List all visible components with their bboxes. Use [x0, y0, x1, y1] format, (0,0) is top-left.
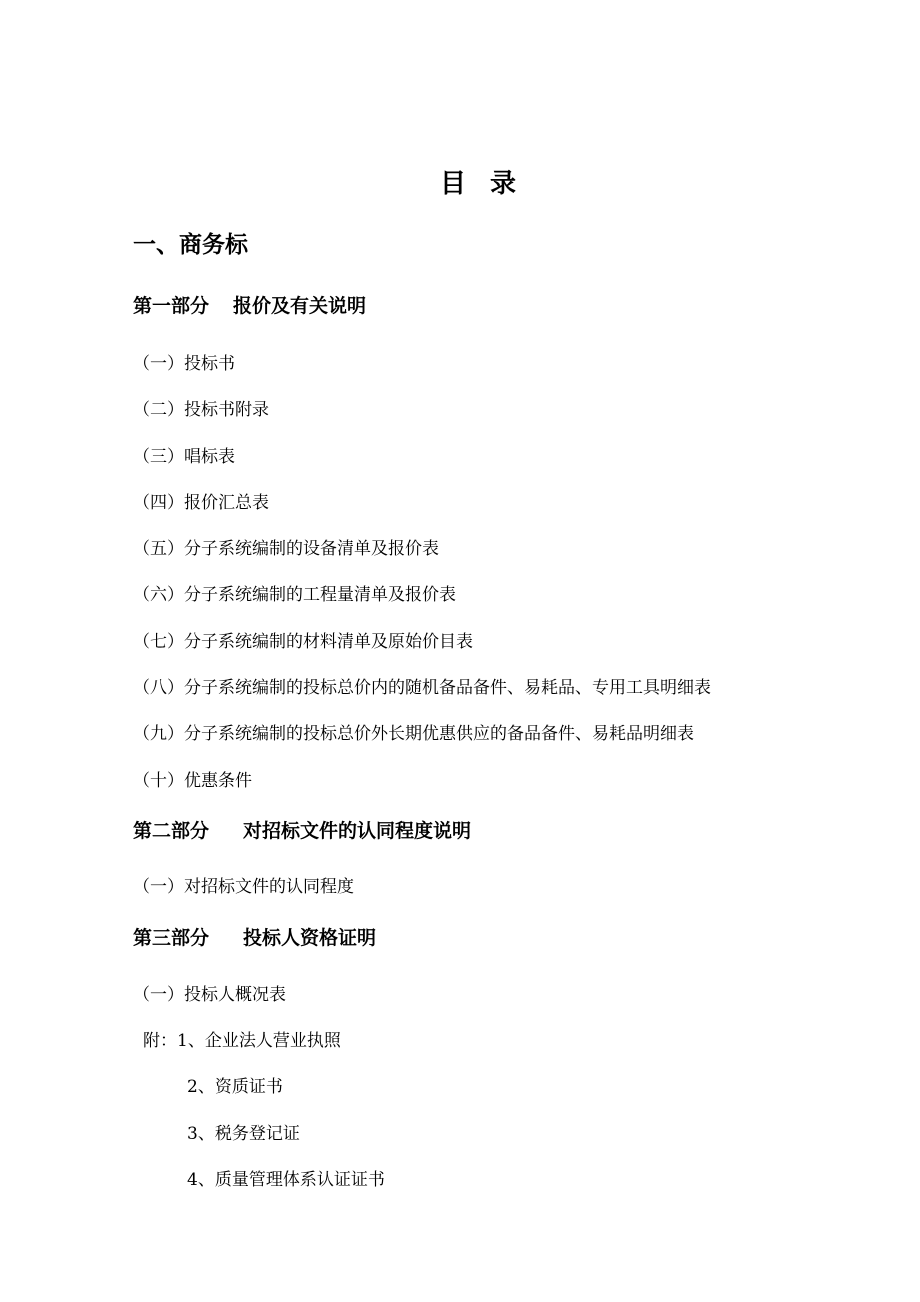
part-2-label: 第二部分: [133, 820, 210, 842]
toc-item: （二）投标书附录: [133, 400, 269, 420]
toc-item: （五）分子系统编制的设备清单及报价表: [133, 539, 439, 559]
toc-item: （四）报价汇总表: [133, 493, 269, 513]
part-3-heading: [133, 929, 376, 948]
attachment-item: 2、资质证书: [187, 1077, 283, 1097]
part-1-title: 报价及有关说明: [233, 295, 367, 317]
part-2-title: 对招标文件的认同程度说明: [243, 820, 472, 842]
toc-item: （八）分子系统编制的投标总价内的随机备品备件、易耗品、专用工具明细表: [133, 678, 711, 698]
attachment-item: 3、税务登记证: [187, 1124, 300, 1144]
toc-item: （三）唱标表: [133, 447, 235, 467]
part-2-heading: [133, 822, 471, 841]
section-heading-business: 一、商务标: [133, 232, 248, 258]
toc-item: （七）分子系统编制的材料清单及原始价目表: [133, 632, 473, 652]
part-1-heading: [133, 297, 366, 316]
toc-item: （十）优惠条件: [133, 771, 252, 791]
attachment-item: 附：1、企业法人营业执照: [143, 1031, 341, 1051]
document-title: 目录: [440, 169, 541, 199]
part-3-title: 投标人资格证明: [243, 927, 377, 949]
toc-item: （六）分子系统编制的工程量清单及报价表: [133, 585, 456, 605]
part-3-label: 第三部分: [133, 927, 210, 949]
toc-item: （一）投标书: [133, 354, 235, 374]
part-1-label: 第一部分: [133, 295, 210, 317]
toc-item: （一）投标人概况表: [133, 985, 286, 1005]
toc-item: （一）对招标文件的认同程度: [133, 877, 354, 897]
attachment-item: 4、质量管理体系认证证书: [187, 1170, 385, 1190]
toc-item: （九）分子系统编制的投标总价外长期优惠供应的备品备件、易耗品明细表: [133, 724, 694, 744]
